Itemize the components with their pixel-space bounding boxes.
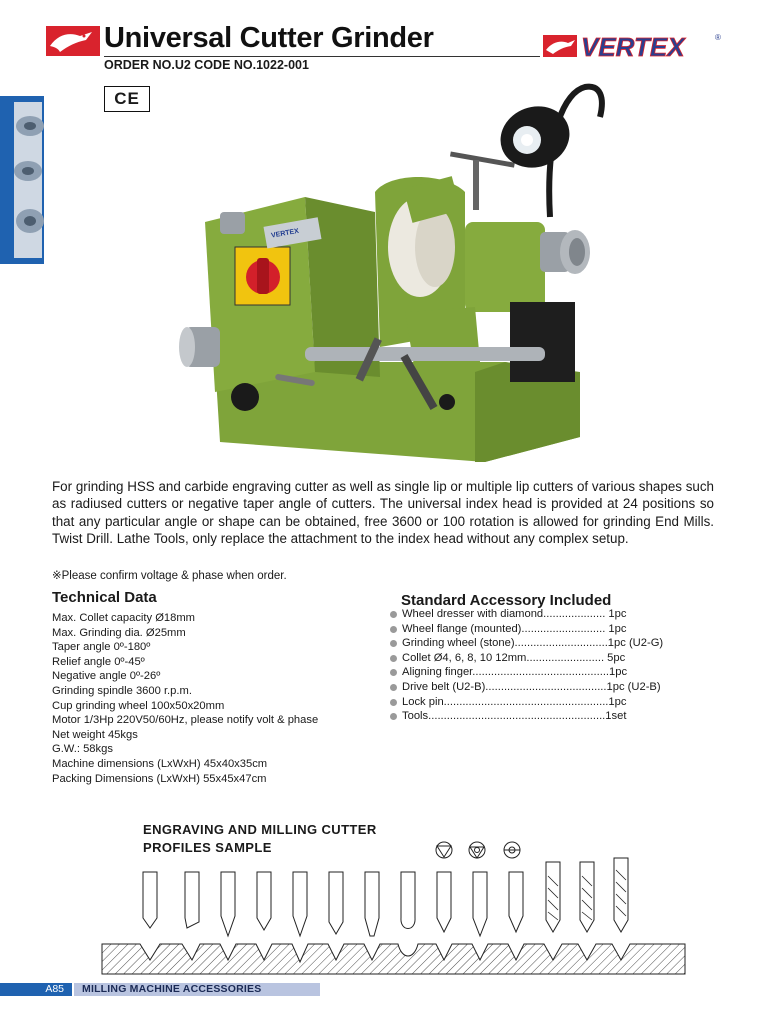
bullet-icon	[390, 655, 397, 662]
cutter-grinder-machine-image	[175, 72, 615, 472]
spec-item: G.W.: 58kgs	[52, 743, 113, 756]
eagle-logo-icon	[46, 26, 100, 56]
section-footer-bar: MILLING MACHINE ACCESSORIES	[74, 983, 320, 996]
accessory-list	[390, 607, 663, 724]
order-number: ORDER NO.U2 CODE NO.1022-001	[104, 58, 309, 72]
spec-item: Max. Collet capacity Ø18mm	[52, 612, 195, 624]
spec-item: Net weight 45kgs	[52, 728, 138, 741]
accessory-item: Grinding wheel (stone)..............................1pc (U2-G)	[390, 636, 663, 651]
spec-item: Machine dimensions (LxWxH) 45x40x35cm	[52, 757, 268, 770]
accessory-item: Drive belt (U2-B).......................................1pc (U2-B)	[390, 680, 663, 695]
accessory-item: Tools.........................................................1set	[390, 709, 663, 724]
spec-item: Taper angle 0º-180º	[52, 641, 151, 654]
accessory-heading: Standard Accessory Included	[401, 592, 612, 609]
section-tab-thumbnail	[0, 96, 44, 264]
spec-item: Relief angle 0º-45º	[52, 655, 145, 668]
vertex-brand-logo	[543, 30, 723, 60]
cutter-profiles-diagram	[100, 836, 690, 978]
section-symbol-icon	[436, 842, 520, 858]
bullet-icon	[390, 640, 397, 647]
order-note: ※Please confirm voltage & phase when order.	[52, 570, 287, 582]
svg-text:VERTEX: VERTEX	[581, 32, 685, 60]
ce-mark: CE	[104, 86, 150, 112]
page-number-tab: A85	[0, 983, 72, 996]
accessory-item: Wheel dresser with diamond.................... 1pc	[390, 607, 663, 622]
spec-item: Packing Dimensions (LxWxH) 55x45x47cm	[52, 772, 267, 785]
spec-item: Cup grinding wheel 100x50x20mm	[52, 699, 225, 712]
profiles-heading: ENGRAVING AND MILLING CUTTER PROFILES SAMPLE	[143, 822, 377, 855]
accessory-item: Lock pin.....................................................1pc	[390, 695, 663, 710]
technical-data-heading: Technical Data	[52, 589, 157, 606]
bullet-icon	[390, 699, 397, 706]
spec-item: Negative angle 0º-26º	[52, 670, 161, 683]
page-title: Universal Cutter Grinder	[104, 22, 434, 54]
bullet-icon	[390, 684, 397, 691]
accessory-item: Aligning finger............................................1pc	[390, 665, 663, 680]
spec-item: Motor 1/3Hp 220V50/60Hz, please notify volt & phase	[52, 714, 319, 727]
accessory-item: Wheel flange (mounted)........................... 1pc	[390, 622, 663, 637]
bullet-icon	[390, 713, 397, 720]
bullet-icon	[390, 669, 397, 676]
title-divider	[104, 56, 540, 57]
accessory-item: Collet Ø4, 6, 8, 10 12mm......................... 5pc	[390, 651, 663, 666]
technical-data-list	[52, 611, 318, 786]
svg-text:VERTEX: VERTEX	[270, 227, 300, 240]
bullet-icon	[390, 626, 397, 633]
bullet-icon	[390, 611, 397, 618]
spec-item: Max. Grinding dia. Ø25mm	[52, 626, 186, 639]
svg-text:®: ®	[715, 33, 721, 42]
spec-item: Grinding spindle 3600 r.p.m.	[52, 684, 192, 697]
product-description: For grinding HSS and carbide engraving cutter as well as single lip or multiple lip cutters of various shapes such as radiused cutters or negative taper angle of cutters. The universal index head is provided at 24 positions so that any particular angle or shape can be obtained, free 3600 or 100 rotation is allowed for grinding End Mills. Twist Drill. Lathe Tools, only replace the attachment to the index head without any complex setup.	[52, 479, 714, 547]
